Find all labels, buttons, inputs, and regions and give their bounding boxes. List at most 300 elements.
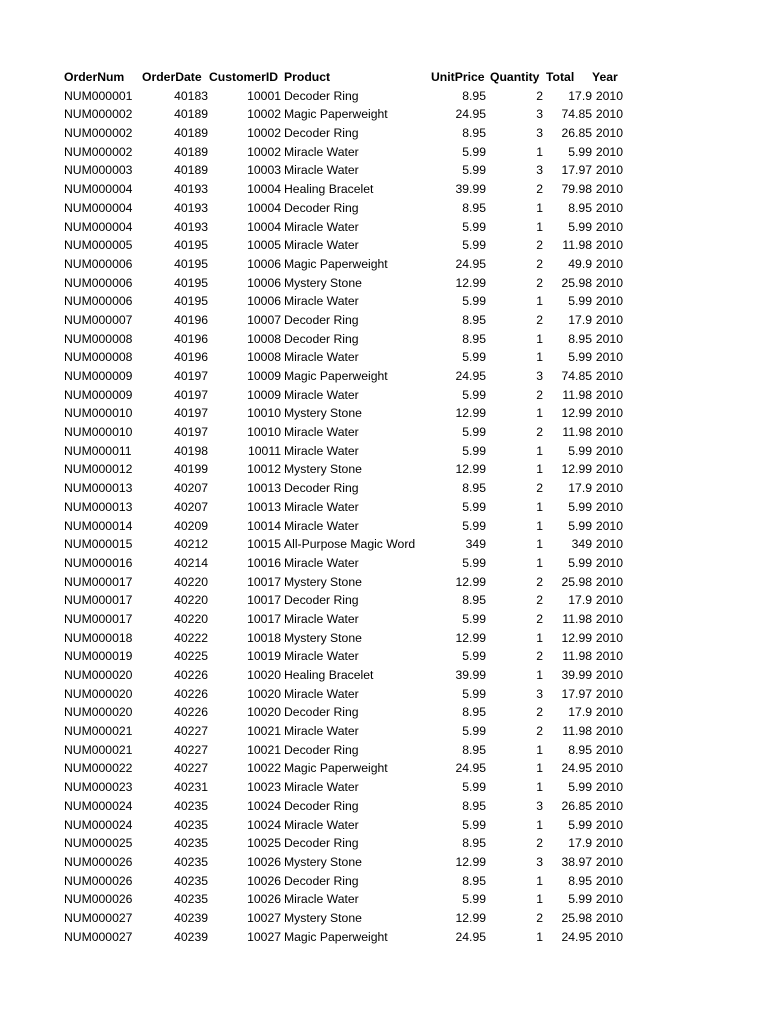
table-row <box>0 685 768 704</box>
cell-year: 2010 <box>595 593 623 608</box>
cell-customerid: 10008 <box>247 331 281 346</box>
cell-ordernum: NUM000024 <box>64 798 133 813</box>
cell-unitprice: 8.95 <box>462 481 486 496</box>
cell-year: 2010 <box>595 836 623 851</box>
cell-product: Mystery Stone <box>284 854 362 869</box>
cell-ordernum: NUM000022 <box>64 761 133 776</box>
table-row <box>0 554 768 573</box>
cell-orderdate: 40235 <box>174 798 208 813</box>
cell-product: Decoder Ring <box>284 593 359 608</box>
cell-orderdate: 40189 <box>174 163 208 178</box>
cell-unitprice: 24.95 <box>455 256 486 271</box>
cell-total: 12.99 <box>561 630 592 645</box>
cell-quantity: 1 <box>536 742 543 757</box>
cell-quantity: 2 <box>536 425 543 440</box>
cell-product: Miracle Water <box>284 144 359 159</box>
cell-orderdate: 40198 <box>174 443 208 458</box>
cell-product: Miracle Water <box>284 443 359 458</box>
table-row <box>0 442 768 461</box>
cell-customerid: 10018 <box>247 630 281 645</box>
cell-product: Decoder Ring <box>284 798 359 813</box>
cell-total: 17.9 <box>568 88 592 103</box>
cell-customerid: 10021 <box>247 742 281 757</box>
cell-year: 2010 <box>595 555 623 570</box>
cell-year: 2010 <box>595 892 623 907</box>
cell-orderdate: 40231 <box>174 780 208 795</box>
cell-ordernum: NUM000013 <box>64 481 133 496</box>
header-row <box>0 68 768 87</box>
cell-product: Miracle Water <box>284 163 359 178</box>
cell-total: 11.98 <box>562 611 592 626</box>
cell-customerid: 10010 <box>247 406 281 421</box>
cell-orderdate: 40226 <box>174 705 208 720</box>
cell-total: 12.99 <box>561 406 592 421</box>
table-row <box>0 105 768 124</box>
cell-total: 5.99 <box>568 780 592 795</box>
cell-quantity: 2 <box>536 836 543 851</box>
cell-product: Mystery Stone <box>284 574 362 589</box>
cell-year: 2010 <box>595 873 623 888</box>
cell-customerid: 10007 <box>247 312 281 327</box>
cell-orderdate: 40193 <box>174 182 208 197</box>
cell-year: 2010 <box>595 817 623 832</box>
cell-year: 2010 <box>595 443 623 458</box>
cell-quantity: 3 <box>536 686 543 701</box>
cell-orderdate: 40189 <box>174 144 208 159</box>
cell-customerid: 10003 <box>247 163 281 178</box>
cell-customerid: 10015 <box>247 537 281 552</box>
cell-product: Decoder Ring <box>284 873 359 888</box>
table-row <box>0 161 768 180</box>
cell-ordernum: NUM000008 <box>64 331 133 346</box>
cell-unitprice: 12.99 <box>455 630 486 645</box>
table-row <box>0 610 768 629</box>
cell-customerid: 10008 <box>247 350 281 365</box>
cell-year: 2010 <box>595 499 623 514</box>
cell-year: 2010 <box>595 611 623 626</box>
cell-total: 5.99 <box>568 144 592 159</box>
cell-customerid: 10020 <box>247 686 281 701</box>
cell-year: 2010 <box>595 929 623 944</box>
table-row <box>0 909 768 928</box>
cell-orderdate: 40196 <box>174 331 208 346</box>
cell-product: Decoder Ring <box>284 481 359 496</box>
cell-total: 25.98 <box>561 275 592 290</box>
cell-orderdate: 40226 <box>174 668 208 682</box>
cell-orderdate: 40209 <box>174 518 208 533</box>
cell-ordernum: NUM000021 <box>64 742 133 757</box>
cell-product: Healing Bracelet <box>284 668 374 682</box>
cell-ordernum: NUM000004 <box>64 200 133 215</box>
cell-ordernum: NUM000006 <box>64 256 133 271</box>
cell-total: 17.97 <box>561 163 592 178</box>
cell-unitprice: 5.99 <box>462 518 486 533</box>
cell-orderdate: 40197 <box>174 425 208 440</box>
cell-ordernum: NUM000002 <box>64 107 133 122</box>
cell-total: 11.98 <box>562 649 592 664</box>
cell-customerid: 10006 <box>247 256 281 271</box>
cell-orderdate: 40197 <box>174 369 208 383</box>
cell-total: 5.99 <box>568 294 592 309</box>
cell-customerid: 10014 <box>247 518 281 533</box>
cell-customerid: 10010 <box>247 425 281 440</box>
cell-total: 17.9 <box>568 593 592 608</box>
cell-total: 11.98 <box>562 387 592 402</box>
cell-year: 2010 <box>595 144 623 159</box>
cell-customerid: 10019 <box>247 649 281 664</box>
cell-orderdate: 40214 <box>174 555 208 570</box>
cell-unitprice: 8.95 <box>462 331 486 346</box>
cell-year: 2010 <box>595 649 623 664</box>
cell-ordernum: NUM000004 <box>64 182 133 197</box>
cell-unitprice: 8.95 <box>462 742 486 757</box>
cell-ordernum: NUM000007 <box>64 312 133 327</box>
cell-ordernum: NUM000005 <box>64 238 133 253</box>
cell-quantity: 1 <box>536 630 543 645</box>
cell-product: Decoder Ring <box>284 331 359 346</box>
table-row <box>0 517 768 536</box>
cell-customerid: 10021 <box>247 724 281 739</box>
cell-year: 2010 <box>595 200 623 215</box>
header-customerid: CustomerID <box>209 70 279 84</box>
cell-total: 11.98 <box>562 724 592 739</box>
cell-customerid: 10026 <box>247 873 281 888</box>
cell-orderdate: 40235 <box>174 873 208 888</box>
header-total: Total <box>546 70 575 84</box>
cell-customerid: 10002 <box>247 126 281 141</box>
cell-unitprice: 5.99 <box>462 163 486 178</box>
cell-product: Miracle Water <box>284 686 359 701</box>
cell-quantity: 3 <box>536 107 543 122</box>
cell-orderdate: 40189 <box>174 107 208 122</box>
cell-ordernum: NUM000025 <box>64 836 133 851</box>
table-row <box>0 479 768 498</box>
cell-total: 5.99 <box>568 350 592 365</box>
cell-unitprice: 24.95 <box>455 929 486 944</box>
cell-total: 12.99 <box>561 462 592 477</box>
cell-product: Magic Paperweight <box>284 107 388 122</box>
cell-ordernum: NUM000020 <box>64 686 133 701</box>
cell-ordernum: NUM000017 <box>64 593 133 608</box>
cell-quantity: 3 <box>536 798 543 813</box>
cell-product: Mystery Stone <box>284 910 362 925</box>
cell-unitprice: 349 <box>465 537 486 552</box>
table-row <box>0 330 768 349</box>
cell-customerid: 10017 <box>247 611 281 626</box>
table-row <box>0 647 768 666</box>
cell-orderdate: 40196 <box>174 312 208 327</box>
cell-total: 49.9 <box>568 256 592 271</box>
cell-quantity: 1 <box>536 780 543 795</box>
cell-unitprice: 8.95 <box>462 873 486 888</box>
cell-unitprice: 24.95 <box>455 107 486 122</box>
cell-year: 2010 <box>595 668 623 682</box>
cell-total: 74.85 <box>561 369 592 383</box>
cell-total: 17.9 <box>568 836 592 851</box>
cell-quantity: 1 <box>536 537 543 552</box>
cell-unitprice: 8.95 <box>462 705 486 720</box>
cell-customerid: 10020 <box>247 705 281 720</box>
cell-orderdate: 40189 <box>174 126 208 141</box>
cell-unitprice: 12.99 <box>455 275 486 290</box>
cell-quantity: 2 <box>536 481 543 496</box>
cell-year: 2010 <box>595 219 623 234</box>
cell-year: 2010 <box>595 256 623 271</box>
cell-total: 17.9 <box>568 312 592 327</box>
cell-quantity: 2 <box>536 705 543 720</box>
cell-unitprice: 12.99 <box>455 910 486 925</box>
cell-ordernum: NUM000001 <box>64 88 133 103</box>
cell-ordernum: NUM000006 <box>64 275 133 290</box>
header-year: Year <box>592 70 618 84</box>
table-row <box>0 797 768 816</box>
cell-total: 26.85 <box>561 126 592 141</box>
table-row <box>0 928 768 947</box>
cell-orderdate: 40196 <box>174 350 208 365</box>
cell-orderdate: 40239 <box>174 910 208 925</box>
cell-orderdate: 40222 <box>174 630 208 645</box>
cell-quantity: 3 <box>536 163 543 178</box>
cell-quantity: 2 <box>536 275 543 290</box>
cell-product: Mystery Stone <box>284 462 362 477</box>
cell-product: Miracle Water <box>284 499 359 514</box>
cell-product: Mystery Stone <box>284 630 362 645</box>
cell-product: Decoder Ring <box>284 836 359 851</box>
table-row <box>0 180 768 199</box>
cell-total: 39.99 <box>561 668 592 682</box>
table-row <box>0 703 768 722</box>
cell-quantity: 2 <box>536 910 543 925</box>
table-row <box>0 199 768 218</box>
cell-product: Magic Paperweight <box>284 256 388 271</box>
cell-unitprice: 12.99 <box>455 854 486 869</box>
cell-quantity: 3 <box>536 854 543 869</box>
cell-orderdate: 40227 <box>174 761 208 776</box>
cell-product: Miracle Water <box>284 350 359 365</box>
cell-customerid: 10027 <box>247 910 281 925</box>
cell-total: 17.97 <box>561 686 592 701</box>
cell-orderdate: 40235 <box>174 817 208 832</box>
cell-orderdate: 40220 <box>174 611 208 626</box>
cell-unitprice: 12.99 <box>455 406 486 421</box>
cell-year: 2010 <box>595 854 623 869</box>
table-row <box>0 722 768 741</box>
cell-year: 2010 <box>595 294 623 309</box>
cell-ordernum: NUM000027 <box>64 929 133 944</box>
table-row <box>0 404 768 423</box>
cell-year: 2010 <box>595 630 623 645</box>
header-product: Product <box>284 70 331 84</box>
cell-year: 2010 <box>595 798 623 813</box>
cell-unitprice: 8.95 <box>462 126 486 141</box>
cell-year: 2010 <box>595 126 623 141</box>
cell-product: Miracle Water <box>284 724 359 739</box>
cell-unitprice: 5.99 <box>462 649 486 664</box>
cell-ordernum: NUM000019 <box>64 649 133 664</box>
cell-customerid: 10025 <box>247 836 281 851</box>
table-row <box>0 816 768 835</box>
cell-year: 2010 <box>595 275 623 290</box>
cell-quantity: 2 <box>536 88 543 103</box>
cell-quantity: 1 <box>536 892 543 907</box>
cell-unitprice: 39.99 <box>455 668 486 682</box>
cell-quantity: 2 <box>536 312 543 327</box>
cell-orderdate: 40239 <box>174 929 208 944</box>
cell-ordernum: NUM000027 <box>64 910 133 925</box>
cell-year: 2010 <box>595 88 623 103</box>
cell-year: 2010 <box>595 462 623 477</box>
cell-total: 11.98 <box>562 425 592 440</box>
cell-product: Miracle Water <box>284 780 359 795</box>
cell-orderdate: 40227 <box>174 724 208 739</box>
cell-total: 24.95 <box>561 761 592 776</box>
cell-total: 8.95 <box>568 200 592 215</box>
cell-unitprice: 5.99 <box>462 892 486 907</box>
cell-product: Miracle Water <box>284 294 359 309</box>
cell-customerid: 10026 <box>247 854 281 869</box>
table-row <box>0 872 768 891</box>
cell-year: 2010 <box>595 238 623 253</box>
cell-year: 2010 <box>595 312 623 327</box>
cell-ordernum: NUM000010 <box>64 406 133 421</box>
cell-product: All-Purpose Magic Word <box>284 537 416 552</box>
table-row <box>0 460 768 479</box>
cell-unitprice: 12.99 <box>455 462 486 477</box>
cell-unitprice: 5.99 <box>462 686 486 701</box>
cell-unitprice: 5.99 <box>462 219 486 234</box>
cell-orderdate: 40195 <box>174 294 208 309</box>
cell-ordernum: NUM000012 <box>64 462 133 477</box>
cell-year: 2010 <box>595 537 623 552</box>
cell-total: 17.9 <box>568 705 592 720</box>
cell-quantity: 2 <box>536 611 543 626</box>
cell-ordernum: NUM000020 <box>64 705 133 720</box>
cell-unitprice: 24.95 <box>455 369 486 383</box>
cell-total: 25.98 <box>561 910 592 925</box>
cell-total: 8.95 <box>568 331 592 346</box>
cell-quantity: 1 <box>536 499 543 514</box>
cell-total: 38.97 <box>561 854 592 869</box>
cell-customerid: 10026 <box>247 892 281 907</box>
table-row <box>0 834 768 853</box>
cell-ordernum: NUM000008 <box>64 350 133 365</box>
table-row <box>0 759 768 778</box>
cell-product: Decoder Ring <box>284 200 359 215</box>
cell-product: Decoder Ring <box>284 88 359 103</box>
cell-year: 2010 <box>595 761 623 776</box>
cell-product: Decoder Ring <box>284 126 359 141</box>
cell-ordernum: NUM000013 <box>64 499 133 514</box>
cell-total: 8.95 <box>568 742 592 757</box>
cell-year: 2010 <box>595 742 623 757</box>
cell-total: 5.99 <box>568 817 592 832</box>
table-row <box>0 890 768 909</box>
table-row <box>0 367 768 386</box>
table-body <box>0 87 768 947</box>
cell-customerid: 10002 <box>247 107 281 122</box>
cell-unitprice: 24.95 <box>455 761 486 776</box>
cell-orderdate: 40195 <box>174 275 208 290</box>
cell-ordernum: NUM000021 <box>64 724 133 739</box>
cell-orderdate: 40220 <box>174 574 208 589</box>
cell-customerid: 10024 <box>247 798 281 813</box>
cell-orderdate: 40225 <box>174 649 208 664</box>
cell-year: 2010 <box>595 910 623 925</box>
table-row <box>0 591 768 610</box>
cell-quantity: 1 <box>536 200 543 215</box>
cell-customerid: 10013 <box>247 499 281 514</box>
cell-quantity: 2 <box>536 649 543 664</box>
cell-total: 79.98 <box>561 182 592 197</box>
cell-orderdate: 40227 <box>174 742 208 757</box>
cell-total: 25.98 <box>561 574 592 589</box>
cell-unitprice: 5.99 <box>462 443 486 458</box>
cell-quantity: 1 <box>536 350 543 365</box>
cell-customerid: 10017 <box>247 574 281 589</box>
table-row <box>0 573 768 592</box>
cell-customerid: 10016 <box>247 555 281 570</box>
cell-quantity: 2 <box>536 238 543 253</box>
orders-table <box>0 68 768 946</box>
cell-product: Magic Paperweight <box>284 929 388 944</box>
cell-customerid: 10020 <box>247 668 281 682</box>
table-row <box>0 853 768 872</box>
cell-unitprice: 5.99 <box>462 238 486 253</box>
cell-total: 349 <box>571 537 592 552</box>
header-quantity: Quantity <box>490 70 540 84</box>
cell-unitprice: 8.95 <box>462 312 486 327</box>
cell-orderdate: 40195 <box>174 238 208 253</box>
cell-quantity: 2 <box>536 724 543 739</box>
cell-quantity: 1 <box>536 817 543 832</box>
cell-total: 5.99 <box>568 443 592 458</box>
cell-total: 5.99 <box>568 555 592 570</box>
table-row <box>0 666 768 685</box>
cell-year: 2010 <box>595 724 623 739</box>
cell-customerid: 10013 <box>247 481 281 496</box>
cell-year: 2010 <box>595 387 623 402</box>
cell-orderdate: 40195 <box>174 256 208 271</box>
cell-quantity: 2 <box>536 182 543 197</box>
cell-quantity: 1 <box>536 294 543 309</box>
cell-ordernum: NUM000009 <box>64 387 133 402</box>
cell-quantity: 1 <box>536 873 543 888</box>
cell-quantity: 1 <box>536 518 543 533</box>
cell-quantity: 2 <box>536 387 543 402</box>
cell-quantity: 1 <box>536 462 543 477</box>
table-row <box>0 535 768 554</box>
cell-customerid: 10005 <box>247 238 281 253</box>
cell-customerid: 10017 <box>247 593 281 608</box>
table-row <box>0 255 768 274</box>
cell-total: 5.99 <box>568 219 592 234</box>
cell-product: Decoder Ring <box>284 705 359 720</box>
cell-unitprice: 12.99 <box>455 574 486 589</box>
cell-ordernum: NUM000026 <box>64 854 133 869</box>
cell-year: 2010 <box>595 481 623 496</box>
cell-year: 2010 <box>595 705 623 720</box>
cell-unitprice: 5.99 <box>462 499 486 514</box>
cell-year: 2010 <box>595 406 623 421</box>
cell-total: 24.95 <box>561 929 592 944</box>
cell-product: Magic Paperweight <box>284 369 388 383</box>
cell-customerid: 10004 <box>247 200 281 215</box>
cell-quantity: 1 <box>536 929 543 944</box>
cell-ordernum: NUM000006 <box>64 294 133 309</box>
cell-product: Miracle Water <box>284 219 359 234</box>
cell-ordernum: NUM000002 <box>64 126 133 141</box>
cell-unitprice: 5.99 <box>462 611 486 626</box>
